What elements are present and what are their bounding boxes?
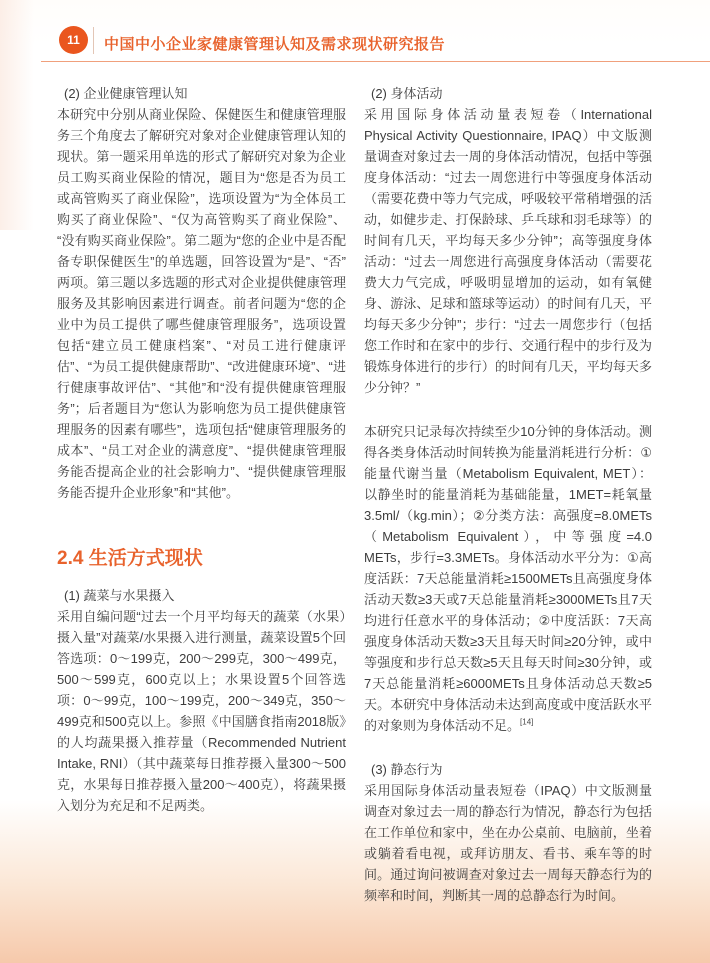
subsection-heading-corporate-health-cognition: (2) 企业健康管理认知 bbox=[64, 86, 188, 101]
header-divider bbox=[93, 27, 94, 54]
section-heading-lifestyle-status: 2.4 生活方式现状 bbox=[57, 548, 203, 569]
header-rule bbox=[41, 61, 710, 62]
footnote-reference: [14] bbox=[520, 717, 534, 727]
subsection-heading-physical-activity: (2) 身体活动 bbox=[371, 86, 443, 101]
paragraph-physical-activity-measure: 采用国际身体活动量表短卷（International Physical Activity Questionnaire, IPAQ）中文版测量调查对象过去一周的身体活动情况，包括中等强度身体活动：“过去一周您进行中等强度身体活动（需要花费中等力气完成，呼吸较平常稍增强的活动，如健步走、打保龄球、乒乓球和羽毛球等）的时间有几天，平均每天多少分钟”；高等强度身体活动：“过去一周您进行高强度身体活动（需要花费大力气完成，呼吸明显增加的运动，如有氧健身、游泳、足球和篮球等运动）的时间有几天，平均每天多少分钟”；步行：“过去一周您步行（包括您工作时和在家中的步行、交通行程中的步行及为锻炼身体进行的步行）的时间有几天，平均每天多少分钟？” bbox=[364, 107, 652, 395]
right-column bbox=[364, 83, 652, 906]
paragraph-physical-activity-analysis-text: 本研究只记录每次持续至少10分钟的身体活动。测得各类身体活动时间转换为能量消耗进行分析：①能量代谢当量（Metabolism Equivalent, MET）：以静坐时的能量消耗为基础能量，1MET=耗氧量3.5ml/（kg.min）；②分类方法：高强度=8.0METs（Metabolism Equivalent），中等强度=4.0 METs，步行=3.3METs。身体活动水平分为：①高度活跃：7天总能量消耗≥1500METs且高强度身体活动天数≥3天或7天总能量消耗≥3000METs且7天均进行任意水平的身体活动；②中度活跃：7天高强度身体活动天数≥3天且每天时间≥20分钟，或中等强度和步行总天数≥5天且每天时间≥30分钟，或7天总能量消耗≥6000METs且身体活动总天数≥5天。本研究中身体活动未达到高度或中度活跃水平的对象则为身体活动不足。 bbox=[364, 424, 652, 733]
paragraph-sedentary-behavior: 采用国际身体活动量表短卷（IPAQ）中文版测量调查对象过去一周的静态行为情况，静态行为包括在工作单位和家中，坐在办公桌前、电脑前，坐着或躺着看电视，或拜访朋友、看书、乘车等的时间。通过询问被调查对象过去一周每天静态行为的频率和时间，判断其一周的总静态行为时间。 bbox=[364, 783, 652, 903]
page-number: 11 bbox=[67, 33, 80, 47]
paragraph-corporate-health-cognition: 本研究中分别从商业保险、保健医生和健康管理服务三个角度去了解研究对象对企业健康管理认知的现状。第一题采用单选的形式了解研究对象为企业员工购买商业保险的情况，题目为“您是否为员工或高管购买了商业保险”，选项设置为“为全体员工购买了商业保险”、“仅为高管购买了商业保险”、“没有购买商业保险”。第二题为“您的企业中是否配备专职保健医生”的单选题，回答设置为“是”、“否”两项。第三题以多选题的形式对企业提供健康管理服务及其影响因素进行调查。前者问题为“您的企业中为员工提供了哪些健康管理服务”，选项设置包括“建立员工健康档案”、“对员工进行健康评估”、“为员工提供健康帮助”、“改进健康环境”、“进行健康事故评估”、“其他”和“没有提供健康管理服务”；后者题目为“您认为影响您为员工提供健康管理服务的因素有哪些”，选项包括“健康管理服务的成本”、“员工对企业的满意度”、“提供健康管理服务能否提高企业的社会影响力”、“提供健康管理服务能否提升企业形象”和“其他”。 bbox=[57, 107, 346, 500]
page-title: 中国中小企业家健康管理认知及需求现状研究报告 bbox=[104, 36, 446, 53]
left-column bbox=[57, 83, 346, 906]
subsection-heading-sedentary-behavior: (3) 静态行为 bbox=[371, 762, 443, 777]
paragraph-physical-activity-analysis bbox=[364, 421, 652, 736]
paragraph-vegetable-fruit-intake: 采用自编问题“过去一个月平均每天的蔬菜（水果）摄入量”对蔬菜/水果摄入进行测量，蔬菜设置5个回答选项：0～199克，200～299克，300～499克，500～599克，600克以上；水果设置5个回答选项：0～99克，100～199克，200～349克，350～499克和500克以上。参照《中国膳食指南2018版》的人均蔬果摄入推荐量（Recommended Nutrient Intake, RNI）（其中蔬菜每日推荐摄入量300～500克，水果每日推荐摄入量200～400克），将蔬果摄入划分为充足和不足两类。 bbox=[57, 609, 346, 813]
page-number-badge bbox=[59, 26, 88, 54]
page-content bbox=[57, 83, 652, 906]
subsection-heading-vegetable-fruit-intake: (1) 蔬菜与水果摄入 bbox=[64, 588, 175, 603]
